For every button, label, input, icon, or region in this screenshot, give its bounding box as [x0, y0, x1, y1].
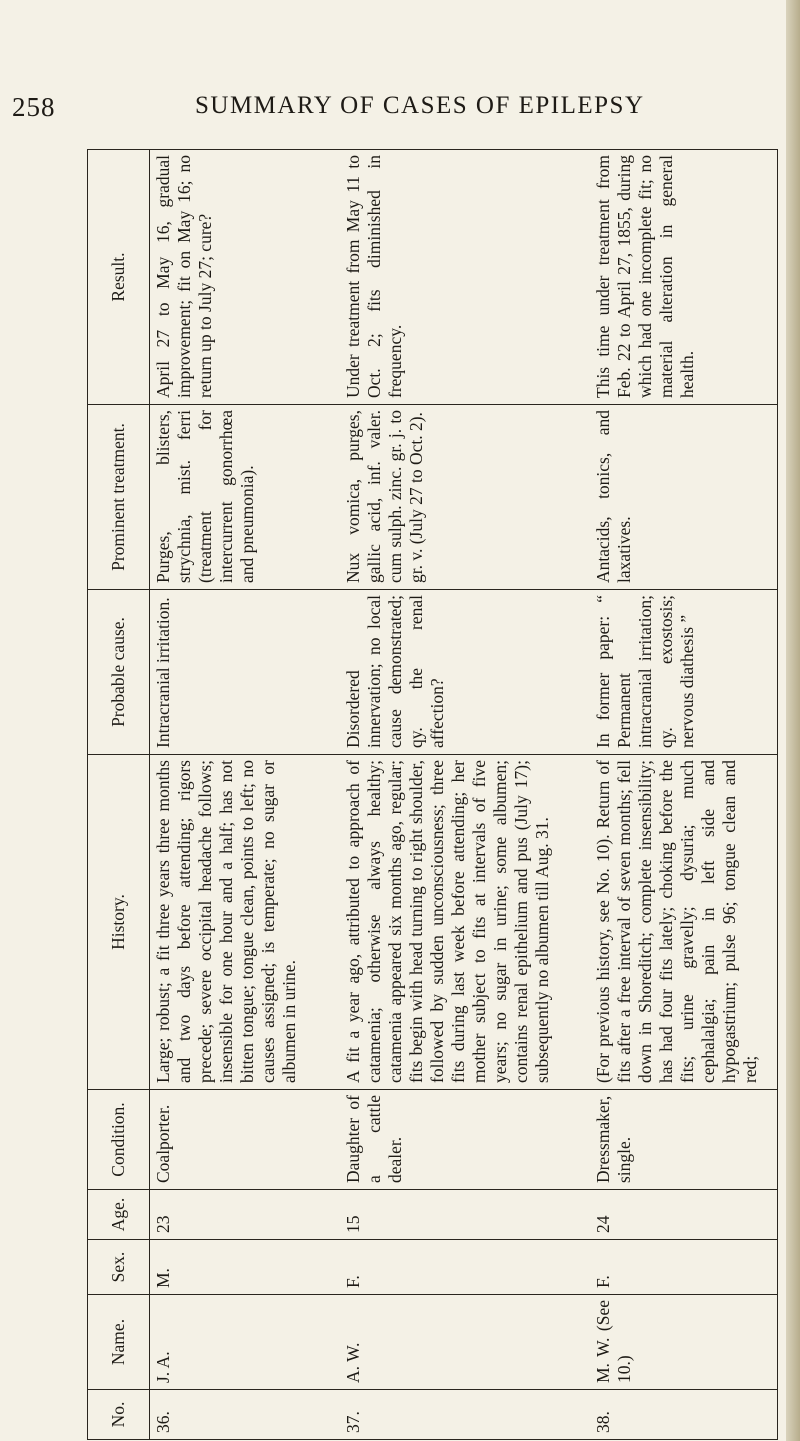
cell-no: 38.	[590, 1390, 778, 1440]
column-header-name: Name.	[88, 1295, 150, 1390]
cell-cause: Intracranial irritation.	[150, 590, 340, 755]
column-header-sex: Sex.	[88, 1240, 150, 1295]
cell-cause: In former paper: “ Permanent intracranial irritation; qy. exostosis; nervous diathesis ”	[590, 590, 778, 755]
cell-history: A fit a year ago, attributed to approach of catamenia; otherwise always healthy; catamenia appeared six months ago, regular; fits begin with head turning to right shoulder, followed by sudden unconsciousness; three fits during last week before attending; her mother subject to fits at intervals of five years; no sugar in urine; some albumen; contains renal epithelium and pus (July 17); subsequently no albumen till Aug. 31.	[340, 755, 590, 1090]
running-head: SUMMARY OF CASES OF EPILEPSY	[195, 92, 645, 119]
cell-condition: Coalporter.	[150, 1090, 340, 1190]
page-number: 258	[12, 92, 56, 122]
cell-age: 23	[150, 1190, 340, 1240]
table-row	[340, 150, 590, 1440]
cell-condition: Daughter of a cattle dealer.	[340, 1090, 590, 1190]
cell-name: M. W. (See 10.)	[590, 1295, 778, 1390]
cell-name: J. A.	[150, 1295, 340, 1390]
cell-result: Under treatment from May 11 to Oct. 2; fits diminished in frequency.	[340, 150, 590, 405]
table-row	[150, 150, 340, 1440]
column-header-treatment: Prominent treatment.	[88, 405, 150, 590]
column-header-history: History.	[88, 755, 150, 1090]
column-header-age: Age.	[88, 1190, 150, 1240]
cell-no: 36.	[150, 1390, 340, 1440]
cell-result: April 27 to May 16, gradual improvement; fit on May 16; no return up to July 27; cure?	[150, 150, 340, 405]
column-header-cause: Probable cause.	[88, 590, 150, 755]
cell-treatment: Antacids, tonics, and laxatives.	[590, 405, 778, 590]
page-header	[0, 92, 800, 132]
cell-history: Large; robust; a fit three years three months and two days before attending; rigors precede; severe occipital headache follows; insensible for one hour and a half; has not bitten tongue; tongue clean, points to left; no causes assigned; is temperate; no sugar or albumen in urine.	[150, 755, 340, 1090]
cell-sex: M.	[150, 1240, 340, 1295]
cell-treatment: Nux vomica, purges, gallic acid, inf. valer. cum sulph. zinc. gr. j. to gr. v. (July 27 to Oct. 2).	[340, 405, 590, 590]
epilepsy-case-table	[87, 149, 778, 1440]
cell-cause: Disordered innervation; no local cause demonstrated; qy. the renal affection?	[340, 590, 590, 755]
cell-sex: F.	[340, 1240, 590, 1295]
cell-name: A. W.	[340, 1295, 590, 1390]
epilepsy-case-table-rotated	[87, 150, 777, 1440]
cell-age: 15	[340, 1190, 590, 1240]
cell-result: This time under treatment from Feb. 22 to April 27, 1855, during which had one incomplete fit; no material alteration in general health.	[590, 150, 778, 405]
page-spine-edge	[786, 0, 800, 1441]
column-header-no: No.	[88, 1390, 150, 1440]
table-header-row	[88, 150, 150, 1440]
column-header-result: Result.	[88, 150, 150, 405]
column-header-condition: Condition.	[88, 1090, 150, 1190]
cell-no: 37.	[340, 1390, 590, 1440]
cell-age: 24	[590, 1190, 778, 1240]
cell-treatment: Purges, blisters, strychnia, mist. ferri (treatment for intercurrent gonorrhœa and pneumonia).	[150, 405, 340, 590]
table-row	[590, 150, 778, 1440]
cell-history: (For previous history, see No. 10). Return of fits after a free interval of seven months; fell down in Shoreditch; complete insensibility; has had four fits lately; choking before the fits; urine gravelly; dysuria; much cephalalgia; pain in left side and hypogastrium; pulse 96; tongue clean and red;	[590, 755, 778, 1090]
cell-sex: F.	[590, 1240, 778, 1295]
cell-condition: Dressmaker, single.	[590, 1090, 778, 1190]
